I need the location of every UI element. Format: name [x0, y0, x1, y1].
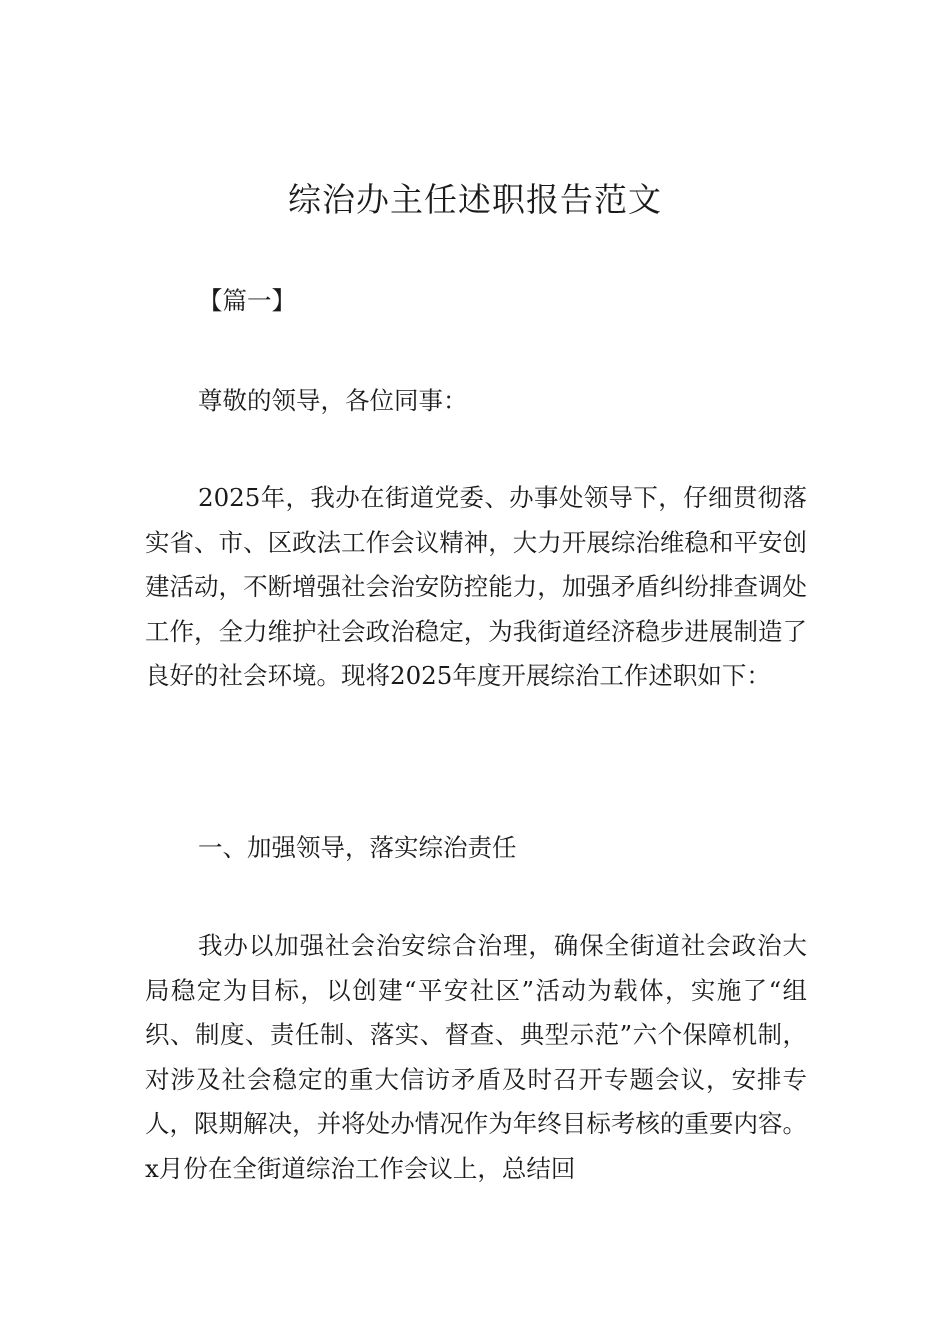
- salutation: 尊敬的领导，各位同事：: [198, 386, 468, 415]
- body-paragraph: 我办以加强社会治安综合治理，确保全街道社会政治大局稳定为目标，以创建“平安社区”活动为载体，实施了“组织、制度、责任制、落实、督查、典型示范”六个保障机制，对涉及社会稳定的重大信访矛盾及时召开专题会议，安排专人，限期解决，并将处办情况作为年终目标考核的重要内容。x月份在全街道综治工作会议上，总结回: [145, 931, 807, 1183]
- section-label: 【篇一】: [198, 286, 296, 315]
- document-title: 综治办主任述职报告范文: [288, 180, 662, 219]
- body-paragraph: 2025年，我办在街道党委、办事处领导下，仔细贯彻落实省、市、区政法工作会议精神，大力开展综治维稳和平安创建活动，不断增强社会治安防控能力，加强矛盾纠纷排查调处工作，全力维护社会政治稳定，为我街道经济稳步进展制造了良好的社会环境。现将2025年度开展综治工作述职如下：: [145, 483, 807, 690]
- section-heading: 一、加强领导，落实综治责任: [198, 833, 517, 862]
